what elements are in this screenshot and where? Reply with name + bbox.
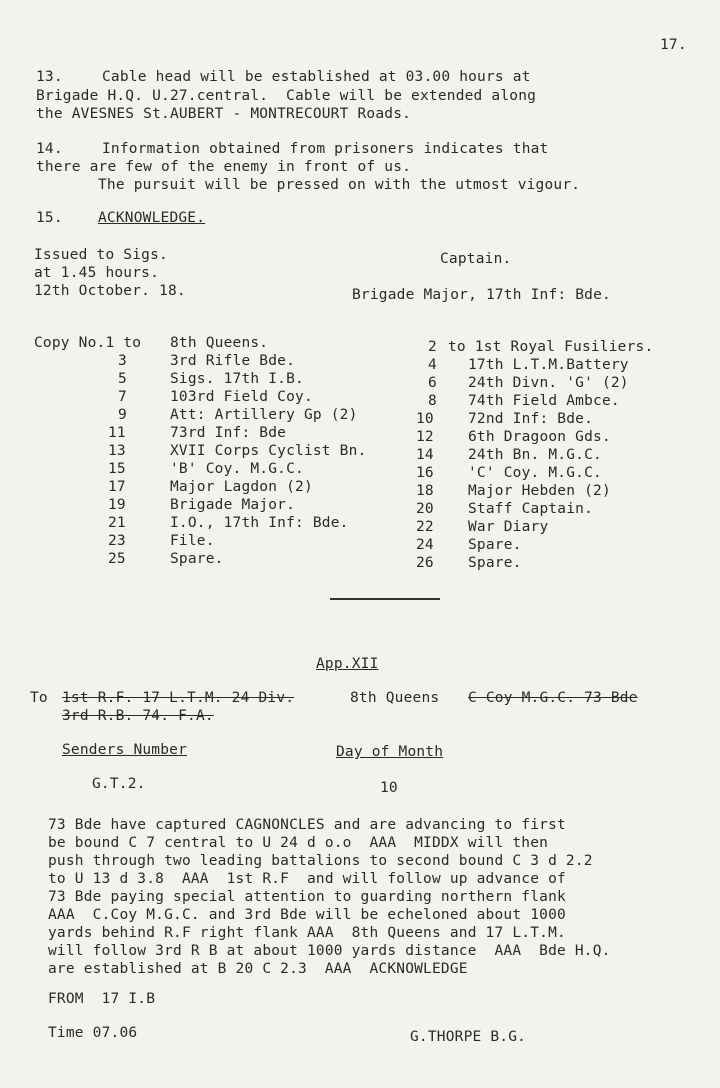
copy-name: 24th Bn. M.G.C.	[468, 447, 602, 463]
copy-number: 16	[416, 465, 434, 481]
copy-name: War Diary	[468, 519, 549, 535]
copy-number: 2	[428, 339, 437, 355]
message-from: FROM 17 I.B	[48, 991, 156, 1007]
distribution-prefix: Copy No.1 to	[34, 335, 142, 351]
para-13-number: 13.	[36, 69, 63, 85]
signoff-title: Captain.	[440, 251, 512, 267]
page-number: 17.	[660, 37, 687, 53]
to-addressee: 8th Queens	[350, 690, 440, 706]
copy-name: Spare.	[468, 555, 522, 571]
message-signature: G.THORPE B.G.	[410, 1029, 527, 1045]
copy-number: 18	[416, 483, 434, 499]
section-divider	[330, 598, 440, 600]
copy-number: 6	[428, 375, 437, 391]
message-line: 73 Bde paying special attention to guarding northern flank	[48, 889, 566, 905]
to-struck-addressees-3: 3rd R.B. 74. F.A.	[62, 708, 214, 724]
senders-number-label: Senders Number	[62, 742, 188, 758]
copy-number: 25	[108, 551, 126, 567]
para-13-line-2: Brigade H.Q. U.27.central. Cable will be extended along	[36, 88, 537, 104]
copy-name: I.O., 17th Inf: Bde.	[170, 515, 349, 531]
copy-name: Spare.	[170, 551, 224, 567]
message-line: are established at B 20 C 2.3 AAA ACKNOWLEDGE	[48, 961, 468, 977]
copy-number: 21	[108, 515, 126, 531]
copy-number: 22	[416, 519, 434, 535]
copy-name: Major Hebden (2)	[468, 483, 611, 499]
copy-number: 23	[108, 533, 126, 549]
copy-name: 'C' Coy. M.G.C.	[468, 465, 602, 481]
copy-number: 5	[118, 371, 127, 387]
issued-line-1: Issued to Sigs.	[34, 247, 168, 263]
copy-name: Sigs. 17th I.B.	[170, 371, 304, 387]
message-line: push through two leading battalions to second bound C 3 d 2.2	[48, 853, 593, 869]
appendix-title: App.XII	[316, 656, 379, 672]
copy-name: 24th Divn. 'G' (2)	[468, 375, 629, 391]
copy-name: Spare.	[468, 537, 522, 553]
senders-number-value: G.T.2.	[92, 776, 146, 792]
para-13-line-1: Cable head will be established at 03.00 hours at	[102, 69, 531, 85]
copy-number: 13	[108, 443, 126, 459]
copy-name: to 1st Royal Fusiliers.	[448, 339, 654, 355]
copy-number: 10	[416, 411, 434, 427]
to-struck-addressees-1: 1st R.F. 17 L.T.M. 24 Div.	[62, 690, 295, 706]
copy-number: 9	[118, 407, 127, 423]
signoff-role: Brigade Major, 17th Inf: Bde.	[352, 287, 611, 303]
message-line: 73 Bde have captured CAGNONCLES and are advancing to first	[48, 817, 566, 833]
para-13-line-3: the AVESNES St.AUBERT - MONTRECOURT Roads.	[36, 106, 412, 122]
para-15-acknowledge: ACKNOWLEDGE.	[98, 210, 206, 226]
copy-name: 103rd Field Coy.	[170, 389, 313, 405]
copy-number: 26	[416, 555, 434, 571]
issued-line-2: at 1.45 hours.	[34, 265, 160, 281]
copy-name: 74th Field Ambce.	[468, 393, 620, 409]
copy-number: 7	[118, 389, 127, 405]
issued-line-3: 12th October. 18.	[34, 283, 186, 299]
to-struck-addressees-2: C Coy M.G.C. 73 Bde	[468, 690, 638, 706]
para-14-line-1: Information obtained from prisoners indicates that	[102, 141, 549, 157]
message-line: AAA C.Coy M.G.C. and 3rd Bde will be echeloned about 1000	[48, 907, 566, 923]
copy-name: 6th Dragoon Gds.	[468, 429, 611, 445]
para-14-line-2: there are few of the enemy in front of us.	[36, 159, 412, 175]
copy-number: 24	[416, 537, 434, 553]
copy-number: 20	[416, 501, 434, 517]
copy-number: 15	[108, 461, 126, 477]
copy-name: 'B' Coy. M.G.C.	[170, 461, 304, 477]
message-line: yards behind R.F right flank AAA 8th Queens and 17 L.T.M.	[48, 925, 566, 941]
day-of-month-value: 10	[380, 780, 398, 796]
copy-name: 3rd Rifle Bde.	[170, 353, 296, 369]
copy-number: 14	[416, 447, 434, 463]
copy-number: 8	[428, 393, 437, 409]
copy-name: Major Lagdon (2)	[170, 479, 313, 495]
para-14-line-3: The pursuit will be pressed on with the utmost vigour.	[98, 177, 581, 193]
to-label: To	[30, 690, 48, 706]
message-line: to U 13 d 3.8 AAA 1st R.F and will follow up advance of	[48, 871, 566, 887]
copy-number: 12	[416, 429, 434, 445]
copy-name: 17th L.T.M.Battery	[468, 357, 629, 373]
copy-name: Staff Captain.	[468, 501, 594, 517]
message-line: will follow 3rd R B at about 1000 yards distance AAA Bde H.Q.	[48, 943, 611, 959]
copy-name: File.	[170, 533, 215, 549]
copy-name: 73rd Inf: Bde	[170, 425, 287, 441]
copy-number: 4	[428, 357, 437, 373]
para-15-number: 15.	[36, 210, 63, 226]
copy-name: XVII Corps Cyclist Bn.	[170, 443, 367, 459]
para-14-number: 14.	[36, 141, 63, 157]
copy-name: 72nd Inf: Bde.	[468, 411, 594, 427]
copy-number: 19	[108, 497, 126, 513]
copy-name: Att: Artillery Gp (2)	[170, 407, 358, 423]
message-line: be bound C 7 central to U 24 d o.o AAA MIDDX will then	[48, 835, 549, 851]
copy-name: Brigade Major.	[170, 497, 296, 513]
copy-number: 11	[108, 425, 126, 441]
day-of-month-label: Day of Month	[336, 744, 444, 760]
copy-name: 8th Queens.	[170, 335, 269, 351]
copy-number: 3	[118, 353, 127, 369]
copy-number: 17	[108, 479, 126, 495]
message-time: Time 07.06	[48, 1025, 138, 1041]
